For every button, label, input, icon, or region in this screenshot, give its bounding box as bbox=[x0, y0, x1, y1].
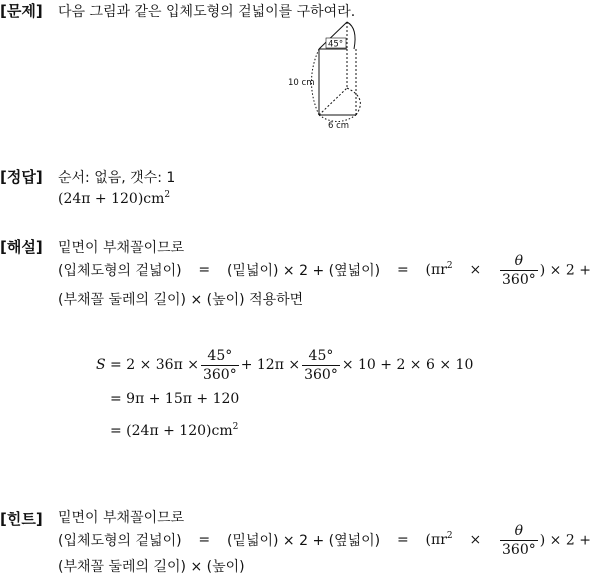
hint-formula-times: × bbox=[469, 532, 482, 548]
problem-tag: [문제] bbox=[0, 2, 43, 20]
calc-frac-2-den: 360° bbox=[304, 366, 338, 383]
formula-perimeter: (부채꼴 둘레의 길이) bbox=[58, 292, 187, 308]
hint-formula-r-exp: 2 bbox=[446, 531, 453, 541]
answer-value bbox=[58, 191, 170, 207]
hint-formula-line2 bbox=[58, 556, 245, 576]
calc-line3-exp: 2 bbox=[232, 422, 239, 432]
answer-meta: 순서: 없음, 갯수: 1 bbox=[58, 170, 176, 186]
calc-line1-c: × 10 + 2 × 6 × 10 bbox=[341, 357, 474, 373]
top-sector-arc bbox=[347, 22, 355, 49]
calc-line-2: = 9π + 15π + 120 bbox=[110, 391, 240, 407]
hint-formula-perimeter: (부채꼴 둘레의 길이) bbox=[58, 559, 187, 575]
hint-formula-eq-1: = bbox=[198, 532, 211, 548]
calc-frac-1 bbox=[201, 348, 239, 383]
bottom-sector-edge bbox=[319, 88, 347, 115]
formula-fraction bbox=[498, 253, 591, 288]
formula-tail: ) × 2 + bbox=[539, 262, 591, 278]
calc-frac-2-num: 45° bbox=[302, 348, 340, 366]
hint-formula-base: (밑넓이) × 2 + (옆넓이) bbox=[226, 533, 381, 549]
hint-formula-sector-term bbox=[426, 532, 453, 548]
calc-frac-1-num: 45° bbox=[201, 348, 239, 366]
height-label: 10 cm bbox=[288, 78, 315, 88]
radius-label: 6 cm bbox=[328, 121, 350, 131]
hint-formula-pi-r: (πr bbox=[425, 532, 447, 548]
solution-formula-line1 bbox=[58, 250, 591, 290]
calc-line-3 bbox=[110, 423, 238, 439]
hint-tag: [힌트] bbox=[0, 510, 43, 528]
answer-tag: [정답] bbox=[0, 168, 43, 186]
answer-value-exp: 2 bbox=[164, 190, 171, 200]
formula-sector-term bbox=[426, 262, 453, 278]
answer-value-text: (24π + 120)cm bbox=[58, 191, 165, 207]
angle-label: 45° bbox=[328, 39, 344, 50]
formula-lhs: (입체도형의 겉넓이) bbox=[58, 263, 182, 279]
hint-intro: 밑면이 부채꼴이므로 bbox=[58, 510, 185, 526]
hint-formula-fraction bbox=[498, 523, 591, 558]
hint-formula-tail: ) × 2 + bbox=[539, 532, 591, 548]
formula-frac-num: θ bbox=[500, 253, 538, 271]
calc-line1-b: + 12π × bbox=[240, 357, 301, 373]
problem-text: 다음 그림과 같은 입체도형의 겉넓이를 구하여라. bbox=[58, 4, 356, 20]
formula-frac-den: 360° bbox=[502, 271, 536, 288]
solution-tag: [해설] bbox=[0, 238, 43, 256]
calc-line-1 bbox=[96, 345, 473, 385]
formula-height: × (높이) bbox=[190, 292, 245, 308]
solution-formula-line2 bbox=[58, 289, 303, 309]
calc-line3-text: = (24π + 120)cm bbox=[110, 423, 233, 439]
hint-formula-height: × (높이) bbox=[190, 559, 245, 575]
bottom-sector-arc bbox=[347, 88, 360, 115]
formula-apply: 적용하면 bbox=[244, 292, 304, 308]
formula-base: (밑넓이) × 2 + (옆넓이) bbox=[226, 263, 381, 279]
hint-formula-lhs: (입체도형의 겉넓이) bbox=[58, 533, 182, 549]
hint-formula-eq-2: = bbox=[396, 532, 409, 548]
calc-frac-1-den: 360° bbox=[202, 366, 237, 383]
hint-formula-line1 bbox=[58, 520, 591, 560]
sector-prism-figure bbox=[282, 18, 372, 134]
formula-times: × bbox=[469, 262, 482, 278]
calc-frac-2 bbox=[302, 348, 340, 383]
solution-intro: 밑면이 부채꼴이므로 bbox=[58, 240, 185, 256]
hint-formula-frac-den: 360° bbox=[502, 541, 536, 558]
formula-r-exp: 2 bbox=[446, 261, 453, 271]
formula-eq-2: = bbox=[396, 262, 409, 278]
hint-formula-frac-num: θ bbox=[500, 523, 538, 541]
calc-line1-a: = 2 × 36π × bbox=[110, 357, 199, 373]
formula-pi-r: (πr bbox=[425, 262, 447, 278]
calc-s: S bbox=[96, 357, 106, 373]
formula-eq-1: = bbox=[198, 262, 211, 278]
